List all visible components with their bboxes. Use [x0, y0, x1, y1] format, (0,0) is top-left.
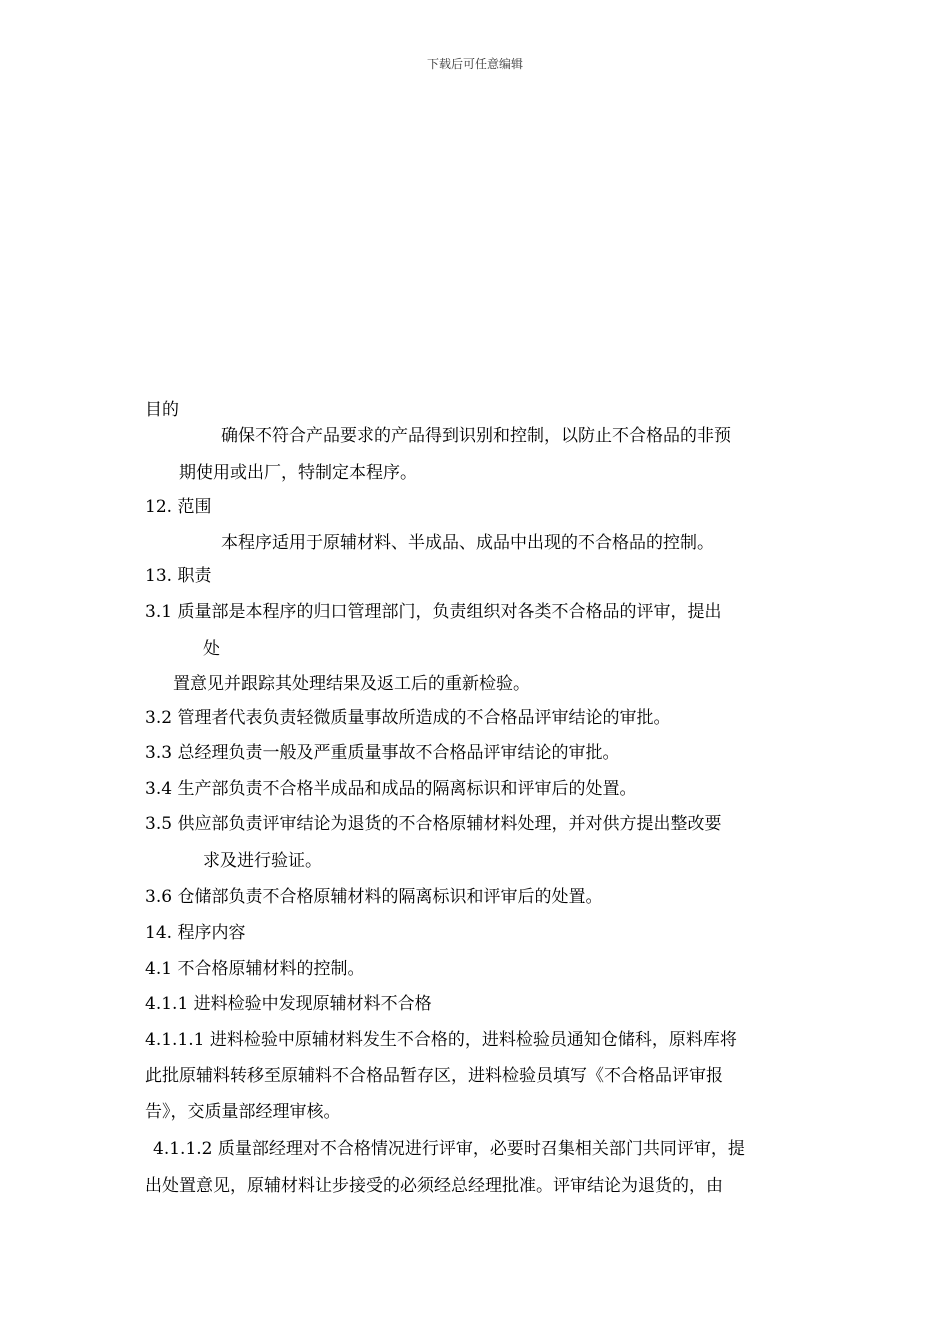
paragraph-line: 处: [203, 639, 220, 659]
section-heading-purpose: 目的: [145, 400, 179, 420]
paragraph-line: 4.1.1 进料检验中发现原辅材料不合格: [145, 994, 432, 1014]
paragraph-line: 3.4 生产部负责不合格半成品和成品的隔离标识和评审后的处置。: [145, 779, 637, 799]
section-heading-scope: 12. 范围: [145, 497, 212, 517]
paragraph-line: 告》，交质量部经理审核。: [145, 1102, 341, 1122]
section-heading-responsibilities: 13. 职责: [145, 566, 212, 586]
paragraph-line: 求及进行验证。: [203, 851, 322, 871]
paragraph-line: 3.6 仓储部负责不合格原辅材料的隔离标识和评审后的处置。: [145, 887, 603, 907]
paragraph-line: 4.1 不合格原辅材料的控制。: [145, 959, 365, 979]
paragraph-line: 本程序适用于原辅材料、半成品、成品中出现的不合格品的控制。: [221, 533, 714, 553]
paragraph-line: 4.1.1.1 进料检验中原辅材料发生不合格的，进料检验员通知仓储科，原料库将: [145, 1030, 737, 1050]
paragraph-line: 期使用或出厂，特制定本程序。: [179, 463, 417, 483]
page-header: 下载后可任意编辑: [426, 57, 523, 71]
section-heading-procedure: 14. 程序内容: [145, 923, 246, 943]
paragraph-line: 出处置意见，原辅材料让步接受的必须经总经理批准。评审结论为退货的，由: [145, 1176, 723, 1196]
paragraph-line: 3.2 管理者代表负责轻微质量事故所造成的不合格品评审结论的审批。: [145, 708, 671, 728]
paragraph-line: 3.1 质量部是本程序的归口管理部门，负责组织对各类不合格品的评审，提出: [145, 602, 722, 622]
paragraph-line: 置意见并跟踪其处理结果及返工后的重新检验。: [173, 674, 530, 694]
paragraph-line: 4.1.1.2 质量部经理对不合格情况进行评审，必要时召集相关部门共同评审，提: [153, 1139, 745, 1159]
paragraph-line: 3.5 供应部负责评审结论为退货的不合格原辅材料处理，并对供方提出整改要: [145, 814, 722, 834]
paragraph-line: 3.3 总经理负责一般及严重质量事故不合格品评审结论的审批。: [145, 743, 620, 763]
paragraph-line: 此批原辅料转移至原辅料不合格品暂存区，进料检验员填写《不合格品评审报: [145, 1066, 723, 1086]
paragraph-line: 确保不符合产品要求的产品得到识别和控制，以防止不合格品的非预: [221, 426, 731, 446]
